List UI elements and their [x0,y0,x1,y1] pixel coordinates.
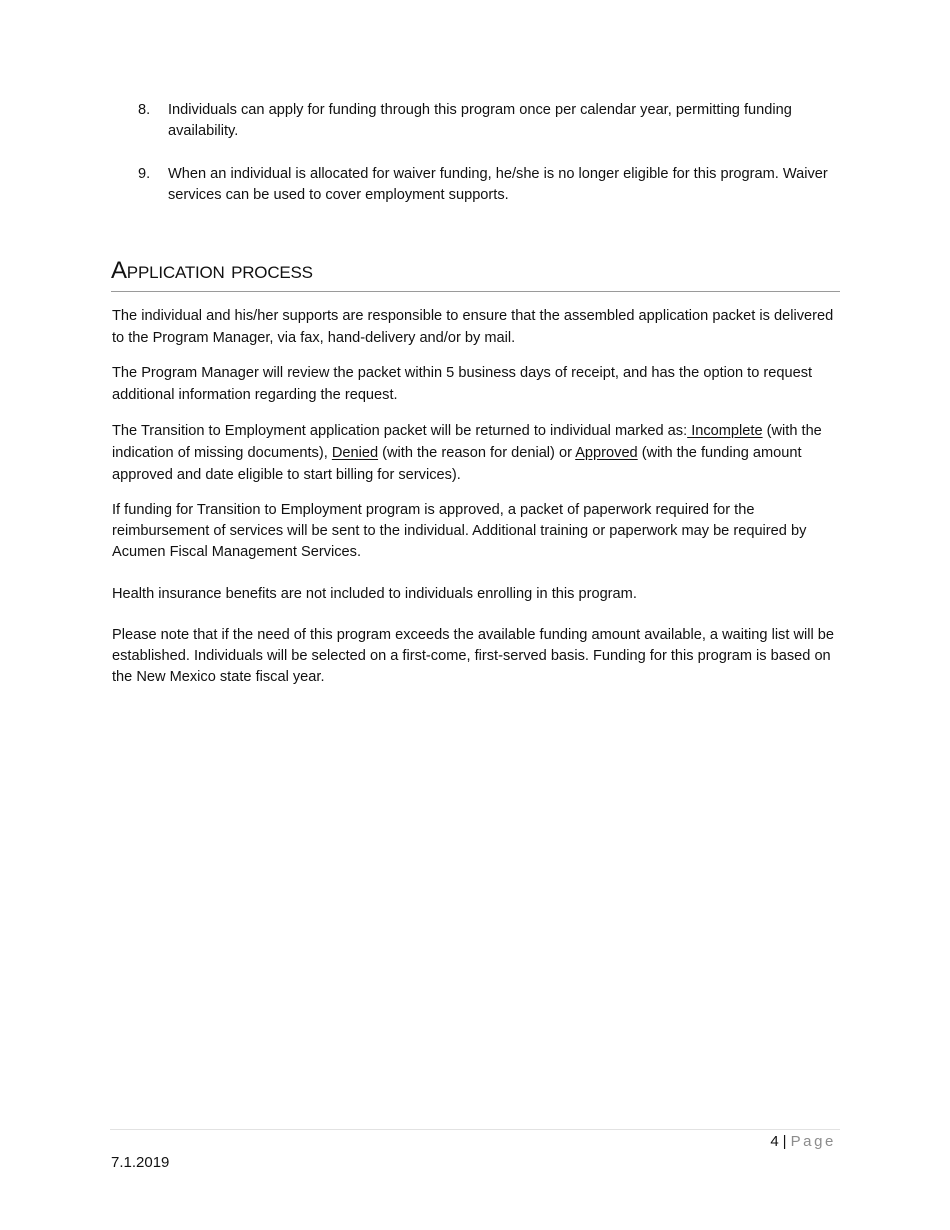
status-approved-note: (with the funding amount approved and date eligible to start billing for services). [112,445,802,483]
page-number [770,1132,836,1152]
status-approved: Approved [575,445,638,461]
paragraph-waiting-list: Please note that if the need of this program exceeds the available funding amount available, a waiting list will be established. Individuals will be selected on a first-come, first-served basis. Funding for this program is based on the New Mexico state fiscal year. [112,627,835,685]
page-label: Page [790,1133,836,1150]
paragraph-health-insurance: Health insurance benefits are not included to individuals enrolling in this program. [112,586,637,602]
status-intro: The Transition to Employment application packet will be returned to individual marked as: [112,423,688,439]
list-item-text: Individuals can apply for funding through this program once per calendar year, permitting funding availability. [168,102,792,139]
status-incomplete: Incomplete [687,423,763,439]
list-item-number: 8. [138,102,151,118]
list-item-text: When an individual is allocated for waiver funding, he/she is no longer eligible for this program. Waiver services can be used to cover employment supports. [168,166,828,203]
paragraph-review: The Program Manager will review the packet within 5 business days of receipt, and has the option to request additional information regarding the request. [112,365,813,403]
page-number-value: 4 [770,1133,779,1150]
list-item-number: 9. [138,166,151,182]
paragraph-return-status [112,420,836,486]
footer-date: 7.1.2019 [111,1154,170,1171]
status-incomplete-note: (with the indication of missing documents), [112,423,822,461]
paragraph-submission: The individual and his/her supports are responsible to ensure that the assembled application packet is delivered to the Program Manager, via fax, hand-delivery and/or by mail. [112,308,834,346]
page-number-separator: | [782,1133,787,1150]
footer-divider [110,1129,840,1130]
status-denied-note: (with the reason for denial) or [378,445,576,461]
paragraph-approved-funding: If funding for Transition to Employment program is approved, a packet of paperwork required for the reimbursement of services will be sent to the individual. Additional training or paperwork may be required by Acumen Fiscal Management Services. [112,502,807,560]
status-denied: Denied [331,445,379,461]
section-heading: Application process [111,256,840,292]
